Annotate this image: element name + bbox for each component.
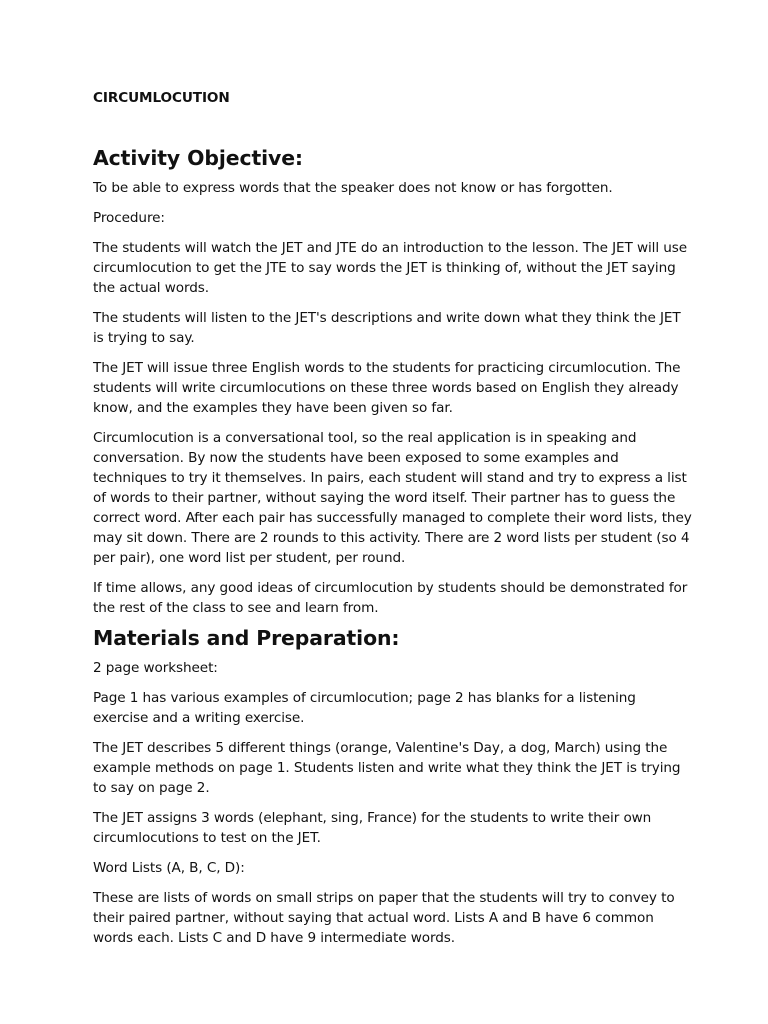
procedure-paragraph: The JET will issue three English words to the students for practicing circumlocution. The students will write circumlocutions on these three words based on English they already know, and the examples they have been given so far. xyxy=(93,360,681,416)
materials-paragraph: Page 1 has various examples of circumlocution; page 2 has blanks for a listening exercise and a writing exercise. xyxy=(93,690,636,726)
document-page xyxy=(93,88,693,948)
spacer xyxy=(93,848,693,858)
procedure-paragraph: Circumlocution is a conversational tool, so the real application is in speaking and conversation. By now the students have been exposed to some examples and techniques to try it themselves. In pairs, each student will stand and try to express a list of words to their partner, without saying the word itself. Their partner has to guess the correct word. After each pair has successfully managed to complete their word lists, they may sit down. There are 2 rounds to this activity. There are 2 word lists per student (so 4 per pair), one word list per student, per round. xyxy=(93,430,692,566)
spacer xyxy=(93,728,693,738)
spacer xyxy=(93,298,693,308)
worksheet-label: 2 page worksheet: xyxy=(93,660,218,676)
materials-paragraph: The JET describes 5 different things (orange, Valentine's Day, a dog, March) using the example methods on page 1. Students listen and write what they think the JET is trying to say on page 2. xyxy=(93,740,681,796)
spacer xyxy=(93,878,693,888)
materials-paragraph: The JET assigns 3 words (elephant, sing, France) for the students to write their own circumlocutions to test on the JET. xyxy=(93,810,652,846)
objective-heading: Activity Objective: xyxy=(93,146,303,170)
spacer xyxy=(93,108,693,148)
spacer xyxy=(93,198,693,208)
materials-heading: Materials and Preparation: xyxy=(93,626,400,650)
word-lists-text: These are lists of words on small strips on paper that the students will try to convey to their paired partner, without saying that actual word. Lists A and B have 6 common words each. Lists C and D have 9 intermediate words. xyxy=(93,890,675,946)
procedure-paragraph: The students will watch the JET and JTE do an introduction to the lesson. The JET will use circumlocution to get the JTE to say words the JET is thinking of, without the JET saying the actual words. xyxy=(93,240,687,296)
spacer xyxy=(93,418,693,428)
objective-text: To be able to express words that the speaker does not know or has forgotten. xyxy=(93,180,613,196)
spacer xyxy=(93,228,693,238)
document-title: CIRCUMLOCUTION xyxy=(93,90,230,106)
spacer xyxy=(93,348,693,358)
word-lists-label: Word Lists (A, B, C, D): xyxy=(93,860,245,876)
spacer xyxy=(93,568,693,578)
procedure-paragraph: The students will listen to the JET's descriptions and write down what they think the JET is trying to say. xyxy=(93,310,681,346)
procedure-label: Procedure: xyxy=(93,210,165,226)
spacer xyxy=(93,678,693,688)
spacer xyxy=(93,798,693,808)
procedure-paragraph: If time allows, any good ideas of circumlocution by students should be demonstrated for the rest of the class to see and learn from. xyxy=(93,580,688,616)
